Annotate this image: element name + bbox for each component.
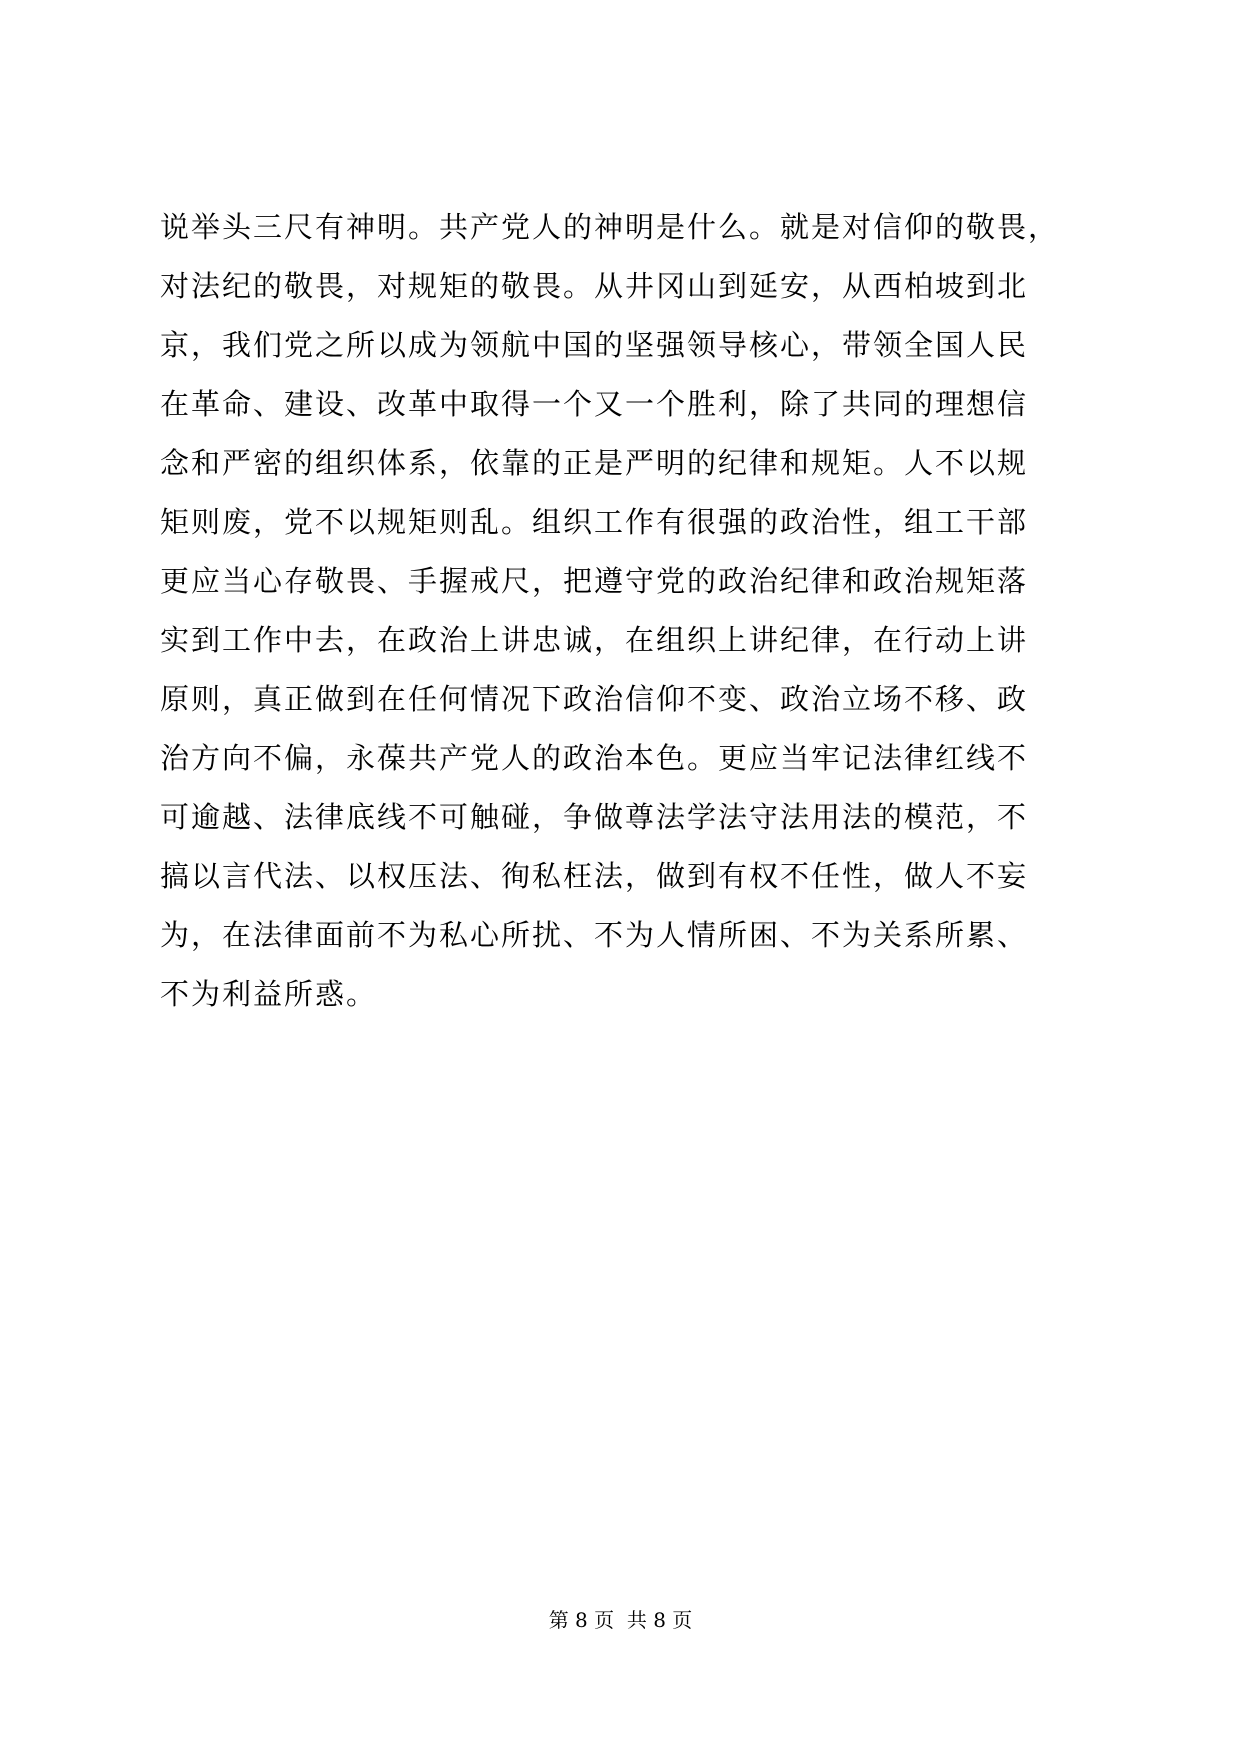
total-pages: 共 8 页: [626, 1608, 693, 1632]
page-number: 第 8 页: [548, 1608, 615, 1632]
paragraph-line: 实到工作中去，在政治上讲忠诚，在组织上讲纪律，在行动上讲: [160, 623, 1029, 657]
paragraph-line: 治方向不偏，永葆共产党人的政治本色。更应当牢记法律红线不: [160, 741, 1029, 775]
paragraph-line: 搞以言代法、以权压法、徇私枉法，做到有权不任性，做人不妄: [160, 859, 1029, 893]
paragraph-line: 更应当心存敬畏、手握戒尺，把遵守党的政治纪律和政治规矩落: [160, 564, 1029, 598]
paragraph-line: 不为利益所惑。: [160, 977, 378, 1011]
paragraph-line: 矩则废，党不以规矩则乱。组织工作有很强的政治性，组工干部: [160, 505, 1029, 539]
paragraph-line: 京，我们党之所以成为领航中国的坚强领导核心，带领全国人民: [160, 328, 1029, 362]
paragraph-line: 可逾越、法律底线不可触碰，争做尊法学法守法用法的模范，不: [160, 800, 1029, 834]
page-footer: [0, 1605, 1241, 1635]
paragraph-line: 说举头三尺有神明。共产党人的神明是什么。就是对信仰的敬畏，: [160, 210, 1060, 244]
paragraph-line: 对法纪的敬畏，对规矩的敬畏。从井冈山到延安，从西柏坡到北: [160, 269, 1029, 303]
paragraph-line: 在革命、建设、改革中取得一个又一个胜利，除了共同的理想信: [160, 387, 1029, 421]
paragraph-line: 念和严密的组织体系，依靠的正是严明的纪律和规矩。人不以规: [160, 446, 1029, 480]
body-paragraph: [160, 198, 1090, 1024]
paragraph-line: 为，在法律面前不为私心所扰、不为人情所困、不为关系所累、: [160, 918, 1029, 952]
paragraph-line: 原则，真正做到在任何情况下政治信仰不变、政治立场不移、政: [160, 682, 1029, 716]
